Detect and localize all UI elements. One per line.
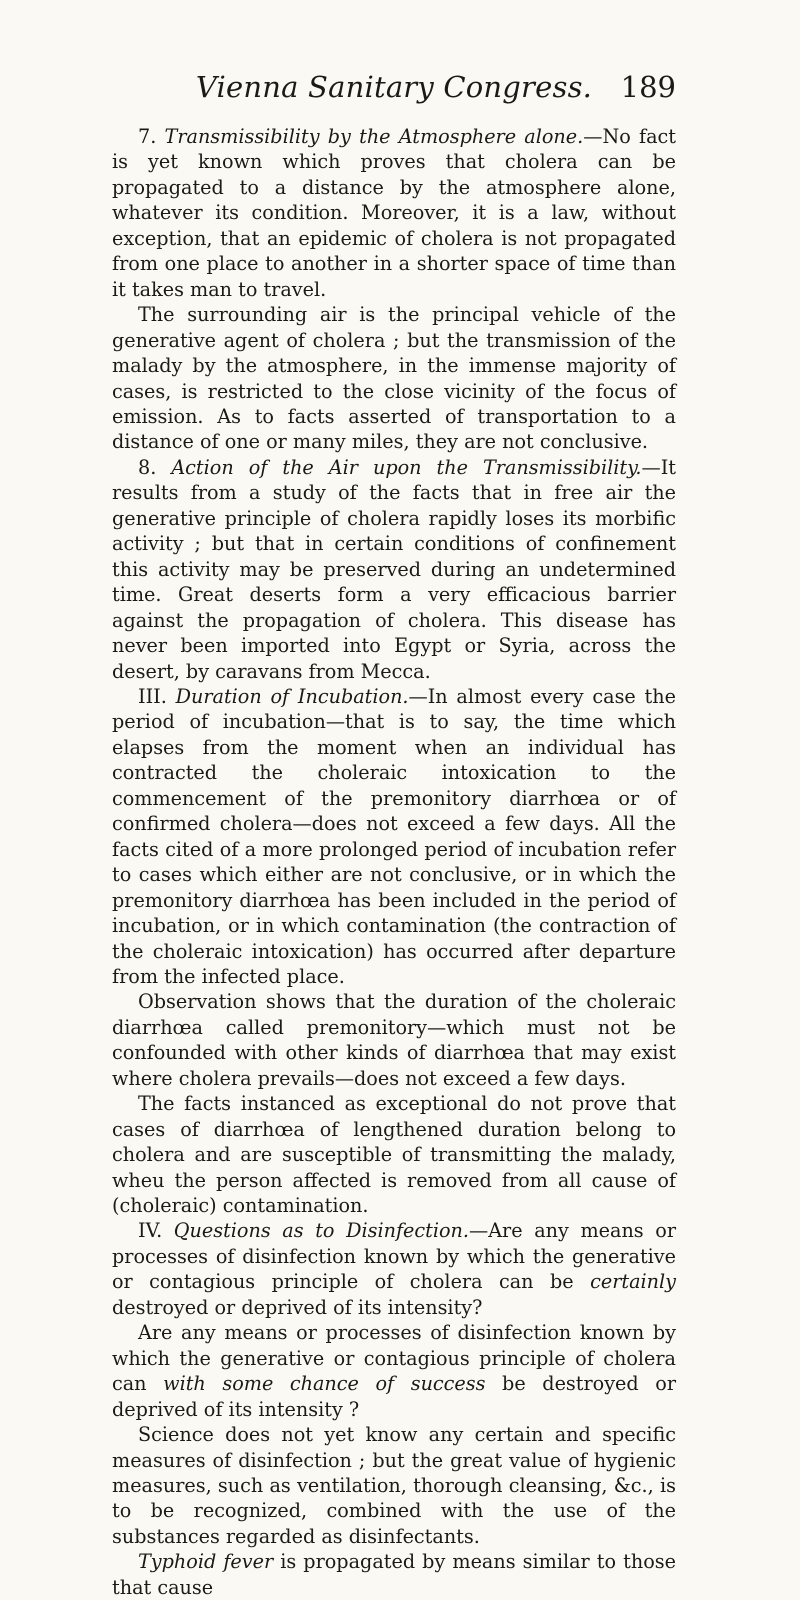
section-number: IV. <box>138 1219 174 1243</box>
section-heading: Transmissibility by the Atmosphere alone. <box>164 125 584 148</box>
paragraph-text: The surrounding air is the principal vehicle of the generative agent of cholera ; but the transmission of the malady by the atmosphere, in the immense majority of cases, is restricted to the close vicinity of the focus of emission. As to facts asserted of transportation to a distance of one or many miles, they are not conclusive. <box>112 303 676 454</box>
section-heading: Action of the Air upon the Transmissibility. <box>171 455 642 479</box>
section-heading: Questions as to Disinfection. <box>173 1219 470 1243</box>
paragraph-second-question <box>112 1320 676 1422</box>
paragraph-exceptional-facts <box>112 1091 676 1218</box>
paragraph-text: The facts instanced as exceptional do not prove that cases of diarrhœa of lengthened duration belong to cholera and are susceptible of transmitting the malady, wheu the person affected is removed from all cause of (choleraic) contamination. <box>112 1092 676 1218</box>
paragraph-text: —No fact is yet known which proves that cholera can be propagated to a distance by the atmosphere alone, whatever its condition. Moreover, it is a law, without exception, that an epidemic of cholera is not propagated from one place to another in a shorter space of time than it takes man to travel. <box>112 125 676 301</box>
paragraph-text: —In almost every case the period of incubation—that is to say, the time which elapses from the moment when an individual has contracted the choleraic intoxication to the commencement of the premonitory diarrhœa or of confirmed cholera—does not exceed a few days. All the facts cited of a more prolonged period of incubation refer to cases which either are not conclusive, or in which the premonitory diarrhœa has been included in the period of incubation, or in which contamination (the contraction of the choleraic intoxication) has occurred after departure from the infected place. <box>112 684 676 988</box>
paragraph-text: Science does not yet know any certain and specific measures of disinfection ; but the great value of hygienic measures, such as ventilation, thorough cleansing, &c., is to be recognized, combined with the use of the substances regarded as disinfectants. <box>112 1423 676 1548</box>
paragraph-questions-disinfection <box>112 1218 676 1320</box>
paragraph-action-of-air <box>112 455 676 684</box>
section-number: 7. <box>138 125 165 148</box>
paragraph-text: Are any means or processes of disinfection known by which the generative or contagious principle of cholera can with some chance of success be destroyed or deprived of its intensity ? <box>112 1321 676 1421</box>
paragraph-surrounding-air <box>112 302 676 455</box>
paragraph-typhoid-fever <box>112 1549 676 1600</box>
paragraph-text: —It results from a study of the facts that in free air the generative principle of cholera rapidly loses its morbific activity ; but that in certain conditions of confinement this activity may be preserved during an undetermined time. Great deserts form a very efficacious barrier against the propagation of cholera. This disease has never been imported into Egypt or Syria, across the desert, by caravans from Mecca. <box>112 455 676 683</box>
paragraph-text: Typhoid fever is propagated by means similar to those that cause <box>112 1550 676 1599</box>
paragraph-duration-of-incubation <box>112 684 676 989</box>
paragraph-transmissibility-atmosphere <box>112 124 676 302</box>
body-text <box>112 124 676 1600</box>
paragraph-text: Observation shows that the duration of the choleraic diarrhœa called premonitory—which must not be confounded with other kinds of diarrhœa that may exist where cholera prevails—does not exceed a few days. <box>112 990 676 1090</box>
paragraph-observation <box>112 989 676 1091</box>
section-heading: Duration of Incubation. <box>175 684 409 708</box>
paragraph-science <box>112 1422 676 1549</box>
section-number: 8. <box>138 455 172 479</box>
page-number: 189 <box>620 70 676 104</box>
running-title: Vienna Sanitary Congress. <box>195 70 593 104</box>
section-number: III. <box>138 684 176 708</box>
page-header <box>112 70 676 110</box>
paragraph-text: —Are any means or processes of disinfection known by which the generative or contagious principle of cholera can be certainly destroyed or deprived of its intensity? <box>112 1219 676 1319</box>
